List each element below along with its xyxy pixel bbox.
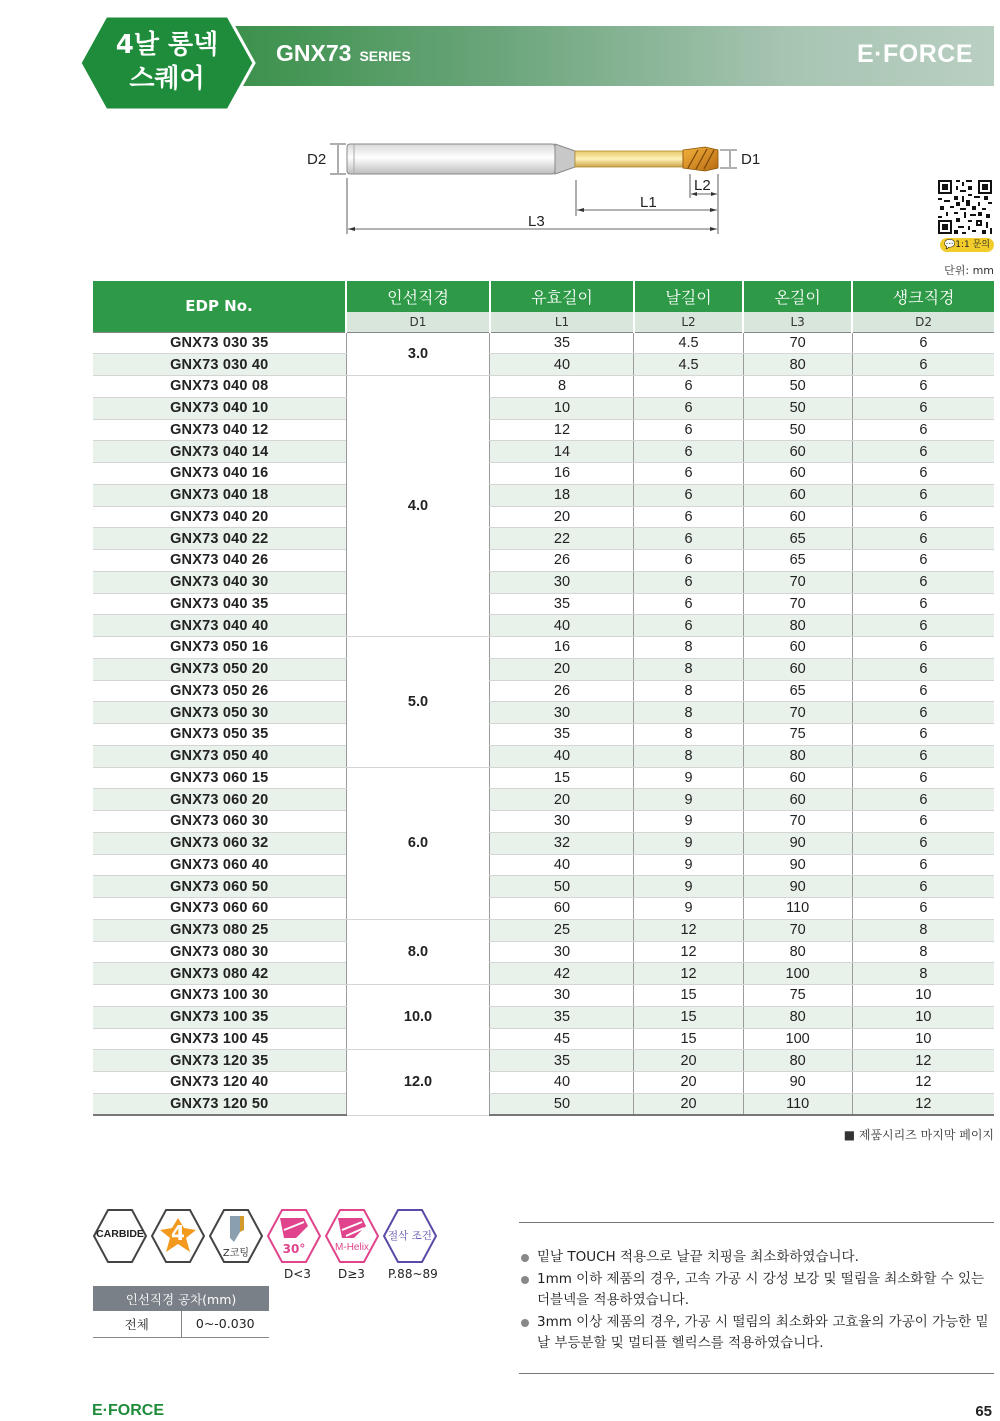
header-cutting-diameter: 인선직경 bbox=[346, 281, 490, 312]
effective-length-cell: 45 bbox=[490, 1028, 634, 1050]
edp-cell: GNX73 040 08 bbox=[93, 376, 346, 398]
shank-diameter-cell: 6 bbox=[852, 811, 994, 833]
edp-cell: GNX73 050 30 bbox=[93, 702, 346, 724]
overall-length-cell: 90 bbox=[743, 1072, 852, 1094]
table-row bbox=[93, 724, 994, 746]
table-row bbox=[93, 854, 994, 876]
flute-length-cell: 6 bbox=[634, 419, 743, 441]
edp-cell: GNX73 040 12 bbox=[93, 419, 346, 441]
effective-length-cell: 50 bbox=[490, 1093, 634, 1115]
flute-length-cell: 15 bbox=[634, 985, 743, 1007]
shank-diameter-cell: 6 bbox=[852, 528, 994, 550]
effective-length-cell: 40 bbox=[490, 854, 634, 876]
overall-length-cell: 70 bbox=[743, 571, 852, 593]
shank-diameter-cell: 8 bbox=[852, 963, 994, 985]
flute-length-cell: 4.5 bbox=[634, 332, 743, 354]
effective-length-cell: 40 bbox=[490, 1072, 634, 1094]
effective-length-cell: 14 bbox=[490, 441, 634, 463]
flute-length-cell: 6 bbox=[634, 593, 743, 615]
edp-cell: GNX73 040 35 bbox=[93, 593, 346, 615]
edp-cell: GNX73 040 16 bbox=[93, 463, 346, 485]
label-l2: L2 bbox=[694, 177, 711, 194]
flute-length-cell: 6 bbox=[634, 506, 743, 528]
edp-cell: GNX73 060 30 bbox=[93, 811, 346, 833]
label-d2: D2 bbox=[307, 151, 327, 168]
header-symbol-d1: D1 bbox=[346, 312, 490, 332]
shank-diameter-cell: 12 bbox=[852, 1072, 994, 1094]
qr-caption bbox=[940, 238, 994, 252]
edp-cell: GNX73 040 20 bbox=[93, 506, 346, 528]
overall-length-cell: 100 bbox=[743, 963, 852, 985]
shank-diameter-cell: 6 bbox=[852, 484, 994, 506]
edp-cell: GNX73 080 42 bbox=[93, 963, 346, 985]
qr-code[interactable] bbox=[938, 180, 992, 234]
label-l1: L1 bbox=[640, 194, 657, 211]
edp-cell: GNX73 050 40 bbox=[93, 745, 346, 767]
table-row bbox=[93, 919, 994, 941]
diameter-cell: 4.0 bbox=[346, 376, 490, 637]
edp-cell: GNX73 030 40 bbox=[93, 354, 346, 376]
table-row bbox=[93, 985, 994, 1007]
brand-logo-header: E·FORCE bbox=[857, 40, 973, 68]
overall-length-cell: 90 bbox=[743, 854, 852, 876]
effective-length-cell: 32 bbox=[490, 832, 634, 854]
header-symbol-l3: L3 bbox=[743, 312, 852, 332]
edp-cell: GNX73 030 35 bbox=[93, 332, 346, 354]
overall-length-cell: 80 bbox=[743, 941, 852, 963]
header-symbol-l2: L2 bbox=[634, 312, 743, 332]
header-flute-length: 날길이 bbox=[634, 281, 743, 312]
edp-cell: GNX73 080 30 bbox=[93, 941, 346, 963]
table-row bbox=[93, 332, 994, 354]
table-row bbox=[93, 463, 994, 485]
series-word: SERIES bbox=[359, 48, 411, 64]
overall-length-cell: 70 bbox=[743, 332, 852, 354]
taper-shape bbox=[555, 144, 575, 174]
page-number: 65 bbox=[975, 1403, 992, 1420]
table-row bbox=[93, 680, 994, 702]
edp-cell: GNX73 040 18 bbox=[93, 484, 346, 506]
table-row bbox=[93, 376, 994, 398]
effective-length-cell: 26 bbox=[490, 550, 634, 572]
table-row bbox=[93, 658, 994, 680]
edp-cell: GNX73 040 10 bbox=[93, 397, 346, 419]
effective-length-cell: 35 bbox=[490, 1006, 634, 1028]
series-title bbox=[276, 40, 411, 67]
table-row bbox=[93, 528, 994, 550]
overall-length-cell: 100 bbox=[743, 1028, 852, 1050]
table-row bbox=[93, 745, 994, 767]
overall-length-cell: 70 bbox=[743, 702, 852, 724]
header-symbol-d2: D2 bbox=[852, 312, 994, 332]
shank-diameter-cell: 6 bbox=[852, 680, 994, 702]
effective-length-cell: 60 bbox=[490, 898, 634, 920]
tolerance-title: 인선직경 공차(mm) bbox=[93, 1286, 269, 1311]
effective-length-cell: 25 bbox=[490, 919, 634, 941]
effective-length-cell: 40 bbox=[490, 354, 634, 376]
effective-length-cell: 35 bbox=[490, 332, 634, 354]
edp-cell: GNX73 050 16 bbox=[93, 637, 346, 659]
flute-length-cell: 6 bbox=[634, 484, 743, 506]
shank-diameter-cell: 8 bbox=[852, 919, 994, 941]
shank-diameter-cell: 6 bbox=[852, 615, 994, 637]
shank-diameter-cell: 6 bbox=[852, 832, 994, 854]
shank-diameter-cell: 6 bbox=[852, 550, 994, 572]
effective-length-cell: 35 bbox=[490, 1050, 634, 1072]
helix-angle-badge bbox=[266, 1208, 322, 1264]
flute-length-cell: 8 bbox=[634, 745, 743, 767]
flute-length-cell: 6 bbox=[634, 376, 743, 398]
effective-length-cell: 30 bbox=[490, 985, 634, 1007]
overall-length-cell: 90 bbox=[743, 876, 852, 898]
overall-length-cell: 65 bbox=[743, 550, 852, 572]
chat-icon: 💬 bbox=[944, 240, 956, 250]
flute-length-cell: 8 bbox=[634, 724, 743, 746]
tolerance-table bbox=[93, 1286, 269, 1338]
coating-badge bbox=[208, 1208, 264, 1264]
flute-length-cell: 8 bbox=[634, 658, 743, 680]
flute-length-cell: 9 bbox=[634, 898, 743, 920]
helix-angle-label: 30° bbox=[282, 1242, 306, 1256]
shank-diameter-cell: 6 bbox=[852, 332, 994, 354]
coating-label: Z코팅 bbox=[222, 1248, 250, 1259]
edp-cell: GNX73 060 32 bbox=[93, 832, 346, 854]
edp-cell: GNX73 050 35 bbox=[93, 724, 346, 746]
table-row bbox=[93, 506, 994, 528]
edp-cell: GNX73 040 14 bbox=[93, 441, 346, 463]
shank-diameter-cell: 6 bbox=[852, 898, 994, 920]
label-l3: L3 bbox=[528, 213, 545, 230]
cutting-pages-caption[interactable]: P.88~89 bbox=[388, 1267, 438, 1281]
overall-length-cell: 60 bbox=[743, 658, 852, 680]
table-row bbox=[93, 637, 994, 659]
shank-diameter-cell: 10 bbox=[852, 1006, 994, 1028]
table-row bbox=[93, 615, 994, 637]
flute-count: 4 bbox=[171, 1221, 185, 1245]
overall-length-cell: 80 bbox=[743, 745, 852, 767]
header-edp: EDP No. bbox=[93, 281, 346, 332]
edp-cell: GNX73 060 60 bbox=[93, 898, 346, 920]
m-helix-badge bbox=[324, 1208, 380, 1264]
overall-length-cell: 50 bbox=[743, 397, 852, 419]
shank-diameter-cell: 6 bbox=[852, 658, 994, 680]
effective-length-cell: 35 bbox=[490, 724, 634, 746]
table-row bbox=[93, 571, 994, 593]
overall-length-cell: 60 bbox=[743, 506, 852, 528]
flute-length-cell: 9 bbox=[634, 854, 743, 876]
table-row bbox=[93, 767, 994, 789]
flute-length-cell: 6 bbox=[634, 571, 743, 593]
flute-length-cell: 20 bbox=[634, 1050, 743, 1072]
shank-diameter-cell: 8 bbox=[852, 941, 994, 963]
table-row bbox=[93, 789, 994, 811]
flute-length-cell: 9 bbox=[634, 832, 743, 854]
overall-length-cell: 110 bbox=[743, 1093, 852, 1115]
edp-cell: GNX73 120 35 bbox=[93, 1050, 346, 1072]
overall-length-cell: 60 bbox=[743, 441, 852, 463]
effective-length-cell: 12 bbox=[490, 419, 634, 441]
diameter-cell: 8.0 bbox=[346, 919, 490, 984]
shank-diameter-cell: 6 bbox=[852, 702, 994, 724]
table-row bbox=[93, 876, 994, 898]
shank-diameter-cell: 6 bbox=[852, 876, 994, 898]
flute-length-cell: 8 bbox=[634, 680, 743, 702]
effective-length-cell: 26 bbox=[490, 680, 634, 702]
diameter-cell: 12.0 bbox=[346, 1050, 490, 1115]
shank-diameter-cell: 6 bbox=[852, 506, 994, 528]
overall-length-cell: 60 bbox=[743, 463, 852, 485]
spec-table-body bbox=[93, 332, 994, 1115]
shank-diameter-cell: 6 bbox=[852, 593, 994, 615]
shank-diameter-cell: 6 bbox=[852, 463, 994, 485]
flute-length-cell: 15 bbox=[634, 1028, 743, 1050]
shank-diameter-cell: 12 bbox=[852, 1050, 994, 1072]
table-row bbox=[93, 397, 994, 419]
shank-diameter-cell: 6 bbox=[852, 571, 994, 593]
neck-shape bbox=[575, 151, 683, 167]
overall-length-cell: 65 bbox=[743, 528, 852, 550]
effective-length-cell: 18 bbox=[490, 484, 634, 506]
effective-length-cell: 20 bbox=[490, 658, 634, 680]
effective-length-cell: 40 bbox=[490, 745, 634, 767]
effective-length-cell: 50 bbox=[490, 876, 634, 898]
effective-length-cell: 30 bbox=[490, 811, 634, 833]
table-row bbox=[93, 1028, 994, 1050]
effective-length-cell: 30 bbox=[490, 571, 634, 593]
flute-length-cell: 20 bbox=[634, 1093, 743, 1115]
table-row bbox=[93, 941, 994, 963]
effective-length-cell: 30 bbox=[490, 702, 634, 724]
qr-caption-text: 1:1 문의 bbox=[955, 240, 990, 250]
edp-cell: GNX73 050 26 bbox=[93, 680, 346, 702]
edp-cell: GNX73 060 15 bbox=[93, 767, 346, 789]
flute-length-cell: 6 bbox=[634, 615, 743, 637]
flute-length-cell: 12 bbox=[634, 963, 743, 985]
overall-length-cell: 60 bbox=[743, 484, 852, 506]
shank-diameter-cell: 10 bbox=[852, 985, 994, 1007]
shank-diameter-cell: 6 bbox=[852, 724, 994, 746]
table-row bbox=[93, 963, 994, 985]
diameter-cell: 3.0 bbox=[346, 332, 490, 376]
edp-cell: GNX73 120 50 bbox=[93, 1093, 346, 1115]
effective-length-cell: 20 bbox=[490, 506, 634, 528]
diameter-cell: 5.0 bbox=[346, 637, 490, 768]
category-line2: 스퀘어 bbox=[129, 64, 205, 94]
overall-length-cell: 90 bbox=[743, 832, 852, 854]
table-row bbox=[93, 593, 994, 615]
flute-length-cell: 6 bbox=[634, 528, 743, 550]
table-row bbox=[93, 1050, 994, 1072]
shank-diameter-cell: 6 bbox=[852, 637, 994, 659]
helix-caption: D<3 bbox=[284, 1267, 311, 1281]
table-row bbox=[93, 419, 994, 441]
tool-drawing bbox=[300, 130, 770, 240]
overall-length-cell: 80 bbox=[743, 354, 852, 376]
overall-length-cell: 70 bbox=[743, 811, 852, 833]
flute-length-cell: 6 bbox=[634, 441, 743, 463]
edp-cell: GNX73 040 22 bbox=[93, 528, 346, 550]
overall-length-cell: 60 bbox=[743, 637, 852, 659]
flute-length-cell: 20 bbox=[634, 1072, 743, 1094]
spec-table bbox=[93, 281, 994, 1116]
edp-cell: GNX73 040 40 bbox=[93, 615, 346, 637]
overall-length-cell: 80 bbox=[743, 1050, 852, 1072]
flute-length-cell: 6 bbox=[634, 463, 743, 485]
table-row bbox=[93, 1093, 994, 1115]
carbide-badge bbox=[92, 1208, 148, 1264]
flute-length-cell: 9 bbox=[634, 767, 743, 789]
flute-length-cell: 9 bbox=[634, 811, 743, 833]
flute-length-cell: 12 bbox=[634, 919, 743, 941]
shank-diameter-cell: 6 bbox=[852, 397, 994, 419]
flute-length-cell: 8 bbox=[634, 637, 743, 659]
edp-cell: GNX73 060 20 bbox=[93, 789, 346, 811]
m-helix-label: M-Helix bbox=[335, 1242, 369, 1253]
edp-cell: GNX73 060 40 bbox=[93, 854, 346, 876]
effective-length-cell: 8 bbox=[490, 376, 634, 398]
flute-length-cell: 6 bbox=[634, 397, 743, 419]
table-row bbox=[93, 811, 994, 833]
effective-length-cell: 15 bbox=[490, 767, 634, 789]
overall-length-cell: 60 bbox=[743, 767, 852, 789]
effective-length-cell: 16 bbox=[490, 463, 634, 485]
table-row bbox=[93, 1072, 994, 1094]
effective-length-cell: 42 bbox=[490, 963, 634, 985]
edp-cell: GNX73 100 35 bbox=[93, 1006, 346, 1028]
feature-notes bbox=[519, 1222, 994, 1374]
overall-length-cell: 80 bbox=[743, 1006, 852, 1028]
shank-diameter-cell: 12 bbox=[852, 1093, 994, 1115]
tolerance-label: 전체 bbox=[93, 1311, 181, 1337]
table-row bbox=[93, 354, 994, 376]
edp-cell: GNX73 100 30 bbox=[93, 985, 346, 1007]
overall-length-cell: 75 bbox=[743, 724, 852, 746]
edp-cell: GNX73 100 45 bbox=[93, 1028, 346, 1050]
edp-cell: GNX73 080 25 bbox=[93, 919, 346, 941]
carbide-label: CARBIDE bbox=[96, 1228, 144, 1240]
feature-item: 1mm 이하 제품의 경우, 고속 가공 시 강성 보강 및 떨림을 최소화할 수 있는 더블넥을 적용하였습니다. bbox=[519, 1269, 994, 1312]
table-row bbox=[93, 550, 994, 572]
effective-length-cell: 40 bbox=[490, 615, 634, 637]
diameter-cell: 6.0 bbox=[346, 767, 490, 919]
table-row bbox=[93, 441, 994, 463]
header-effective-length: 유효길이 bbox=[490, 281, 634, 312]
edp-cell: GNX73 120 40 bbox=[93, 1072, 346, 1094]
label-d1: D1 bbox=[741, 151, 761, 168]
header-shank-diameter: 생크직경 bbox=[852, 281, 994, 312]
series-code: GNX73 bbox=[276, 40, 352, 66]
overall-length-cell: 80 bbox=[743, 615, 852, 637]
effective-length-cell: 20 bbox=[490, 789, 634, 811]
table-row bbox=[93, 702, 994, 724]
cutting-conditions-label: 절삭 조건 bbox=[388, 1230, 432, 1242]
m-helix-caption: D≥3 bbox=[338, 1267, 365, 1281]
effective-length-cell: 10 bbox=[490, 397, 634, 419]
unit-label: 단위: mm bbox=[944, 264, 994, 277]
flute-length-cell: 15 bbox=[634, 1006, 743, 1028]
tolerance-value: 0~-0.030 bbox=[181, 1311, 269, 1337]
shank-shape bbox=[347, 144, 555, 174]
overall-length-cell: 60 bbox=[743, 789, 852, 811]
flute-length-cell: 4.5 bbox=[634, 354, 743, 376]
table-row bbox=[93, 832, 994, 854]
effective-length-cell: 22 bbox=[490, 528, 634, 550]
shank-diameter-cell: 6 bbox=[852, 767, 994, 789]
overall-length-cell: 70 bbox=[743, 593, 852, 615]
brand-logo-footer: E·FORCE bbox=[92, 1402, 164, 1419]
overall-length-cell: 70 bbox=[743, 919, 852, 941]
table-row bbox=[93, 484, 994, 506]
flute-count-badge bbox=[150, 1208, 206, 1264]
overall-length-cell: 50 bbox=[743, 419, 852, 441]
header-overall-length: 온길이 bbox=[743, 281, 852, 312]
effective-length-cell: 16 bbox=[490, 637, 634, 659]
flute-length-cell: 6 bbox=[634, 550, 743, 572]
shank-diameter-cell: 6 bbox=[852, 354, 994, 376]
edp-cell: GNX73 060 50 bbox=[93, 876, 346, 898]
shank-diameter-cell: 6 bbox=[852, 854, 994, 876]
category-line1: 4날 롱넥 bbox=[115, 30, 219, 60]
shank-diameter-cell: 10 bbox=[852, 1028, 994, 1050]
flute-length-cell: 9 bbox=[634, 876, 743, 898]
table-row bbox=[93, 1006, 994, 1028]
overall-length-cell: 75 bbox=[743, 985, 852, 1007]
flute-length-cell: 12 bbox=[634, 941, 743, 963]
effective-length-cell: 35 bbox=[490, 593, 634, 615]
shank-diameter-cell: 6 bbox=[852, 441, 994, 463]
feature-item: 3mm 이상 제품의 경우, 가공 시 떨림의 최소화와 고효율의 가공이 가능한 밑날 부등분할 및 멀티플 헬릭스를 적용하였습니다. bbox=[519, 1312, 994, 1355]
category-badge bbox=[78, 14, 256, 112]
overall-length-cell: 110 bbox=[743, 898, 852, 920]
shank-diameter-cell: 6 bbox=[852, 789, 994, 811]
edp-cell: GNX73 050 20 bbox=[93, 658, 346, 680]
shank-diameter-cell: 6 bbox=[852, 376, 994, 398]
last-page-note: ■ 제품시리즈 마지막 페이지 bbox=[843, 1128, 994, 1142]
edp-cell: GNX73 040 26 bbox=[93, 550, 346, 572]
overall-length-cell: 50 bbox=[743, 376, 852, 398]
cutting-conditions-badge[interactable] bbox=[382, 1208, 438, 1264]
shank-diameter-cell: 6 bbox=[852, 419, 994, 441]
table-row bbox=[93, 898, 994, 920]
diameter-cell: 10.0 bbox=[346, 985, 490, 1050]
shank-diameter-cell: 6 bbox=[852, 745, 994, 767]
effective-length-cell: 30 bbox=[490, 941, 634, 963]
flute-length-cell: 9 bbox=[634, 789, 743, 811]
overall-length-cell: 65 bbox=[743, 680, 852, 702]
feature-item: 밑날 TOUCH 적용으로 날끝 치핑을 최소화하였습니다. bbox=[519, 1247, 994, 1269]
header-symbol-l1: L1 bbox=[490, 312, 634, 332]
edp-cell: GNX73 040 30 bbox=[93, 571, 346, 593]
flute-length-cell: 8 bbox=[634, 702, 743, 724]
